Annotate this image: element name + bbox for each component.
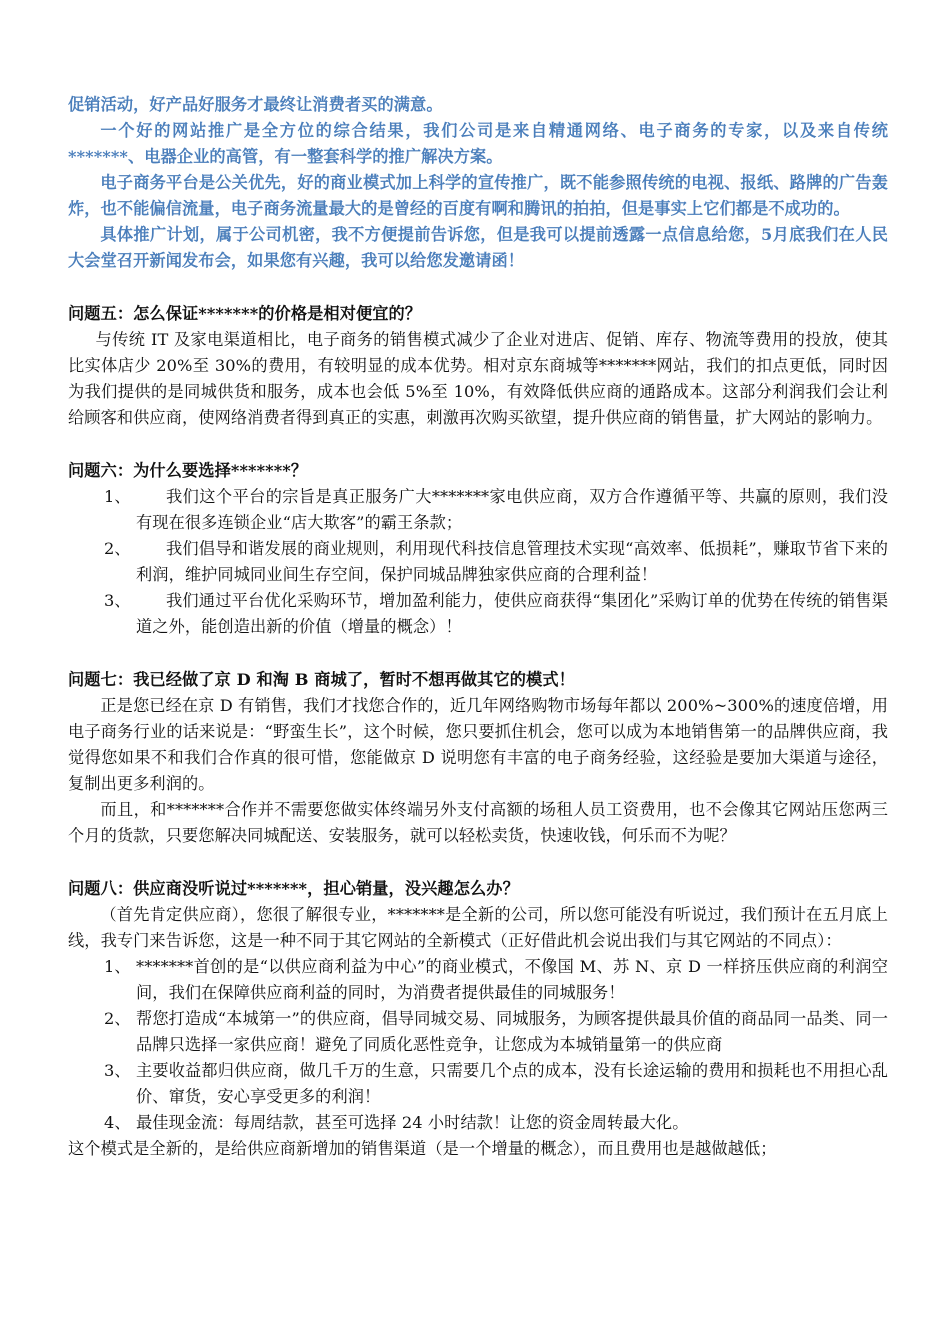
- list-text: 帮您打造成“本城第一”的供应商，倡导同城交易、同城服务，为顾客提供最具价值的商品同一品类、同一品牌只选择一家供应商！避免了同质化恶性竞争，让您成为本城销量第一的供应商: [136, 1009, 888, 1054]
- question-8-item-2: [68, 1006, 888, 1058]
- list-number: 2、: [104, 1009, 131, 1028]
- question-8-intro: （首先肯定供应商），您很了解很专业，*******是全新的公司，所以您可能没有听说过，我们预计在五月底上线，我专门来告诉您，这是一种不同于其它网站的全新模式（正好借此机会说出我们与其它网站的不同点）：: [68, 905, 888, 950]
- list-number: 2、: [104, 539, 131, 558]
- list-text: 主要收益都归供应商，做几千万的生意，只需要几个点的成本，没有长途运输的费用和损耗也不用担心乱价、窜货，安心享受更多的利润！: [136, 1061, 888, 1106]
- list-text: *******首创的是“以供应商利益为中心”的商业模式，不像国 M、苏 N、京 D 一样挤压供应商的利润空间，我们在保障供应商利益的同时，为消费者提供最佳的同城服务！: [136, 957, 888, 1002]
- list-text: 最佳现金流：每周结款，甚至可选择 24 小时结款！让您的资金周转最大化。: [136, 1113, 689, 1132]
- question-7-heading: 问题七：我已经做了京 D 和淘 B 商城了，暂时不想再做其它的模式！: [68, 670, 575, 689]
- list-text: 我们这个平台的宗旨是真正服务广大*******家电供应商，双方合作遵循平等、共赢的原则，我们没有现在很多连锁企业“店大欺客”的霸王条款；: [136, 487, 888, 532]
- list-text: 我们倡导和谐发展的商业规则，利用现代科技信息管理技术实现“高效率、低损耗”，赚取节省下来的利润，维护同城同业间生存空间，保护同城品牌独家供应商的合理利益！: [136, 539, 888, 584]
- question-5-heading: 问题五：怎么保证*******的价格是相对便宜的？: [68, 304, 422, 323]
- list-number: 3、: [104, 1061, 131, 1080]
- list-number: 1、: [104, 957, 131, 976]
- question-8-item-3: [68, 1058, 888, 1110]
- question-7-paragraph-2: 而且，和*******合作并不需要您做实体终端另外支付高额的场租人员工资费用，也不会像其它网站压您两三个月的货款，只要您解决同城配送、安装服务，就可以轻松卖货，快速收钱，何乐而不为呢？: [68, 800, 888, 845]
- list-number: 4、: [104, 1113, 131, 1132]
- question-8-item-1: [68, 954, 888, 1006]
- blue-paragraph-1: 促销活动，好产品好服务才最终让消费者买的满意。: [68, 95, 443, 114]
- question-6-item-2: [68, 536, 888, 588]
- question-8-closing: 这个模式是全新的，是给供应商新增加的销售渠道（是一个增量的概念），而且费用也是越做越低；: [68, 1139, 777, 1158]
- question-8-item-4: [68, 1110, 888, 1136]
- list-number: 3、: [104, 591, 131, 610]
- question-8-heading: 问题八：供应商没听说过*******，担心销量，没兴趣怎么办？: [68, 879, 519, 898]
- question-6-heading: 问题六：为什么要选择*******？: [68, 461, 308, 480]
- question-7-paragraph-1: 正是您已经在京 D 有销售，我们才找您合作的，近几年网络购物市场每年都以 200%~300%的速度倍增，用电子商务行业的话来说是：“野蛮生长”，这个时候，您只要抓住机会，您可以成为本地销售第一的品牌供应商，我觉得您如果不和我们合作真的很可惜，您能做京 D 说明您有丰富的电子商务经验，这经验是要加大渠道与途径，复制出更多利润的。: [68, 696, 888, 793]
- blue-paragraph-2: 一个好的网站推广是全方位的综合结果，我们公司是来自精通网络、电子商务的专家，以及来自传统*******、电器企业的高管，有一整套科学的推广解决方案。: [68, 121, 888, 166]
- question-6-item-3: [68, 588, 888, 640]
- blue-paragraph-4: 具体推广计划，属于公司机密，我不方便提前告诉您，但是我可以提前透露一点信息给您，5月底我们在人民大会堂召开新闻发布会，如果您有兴趣，我可以给您发邀请函！: [68, 225, 888, 270]
- list-number: 1、: [104, 487, 131, 506]
- question-5-body: 与传统 IT 及家电渠道相比，电子商务的销售模式减少了企业对进店、促销、库存、物流等费用的投放，使其比实体店少 20%至 30%的费用，有较明显的成本优势。相对京东商城等*******网站，我们的扣点更低，同时因为我们提供的是同城供货和服务，成本也会低 5%至 10%，有效降低供应商的通路成本。这部分利润我们会让利给顾客和供应商，使网络消费者得到真正的实惠，刺激再次购买欲望，提升供应商的销售量，扩大网站的影响力。: [68, 330, 888, 427]
- document-page: [68, 92, 888, 1162]
- blue-paragraph-3: 电子商务平台是公关优先，好的商业模式加上科学的宣传推广，既不能参照传统的电视、报纸、路牌的广告轰炸，也不能偏信流量，电子商务流量最大的是曾经的百度有啊和腾讯的拍拍，但是事实上它们都是不成功的。: [68, 173, 888, 218]
- question-6-item-1: [68, 484, 888, 536]
- list-text: 我们通过平台优化采购环节，增加盈利能力，使供应商获得“集团化”采购订单的优势在传统的销售渠道之外，能创造出新的价值（增量的概念）！: [136, 591, 888, 636]
